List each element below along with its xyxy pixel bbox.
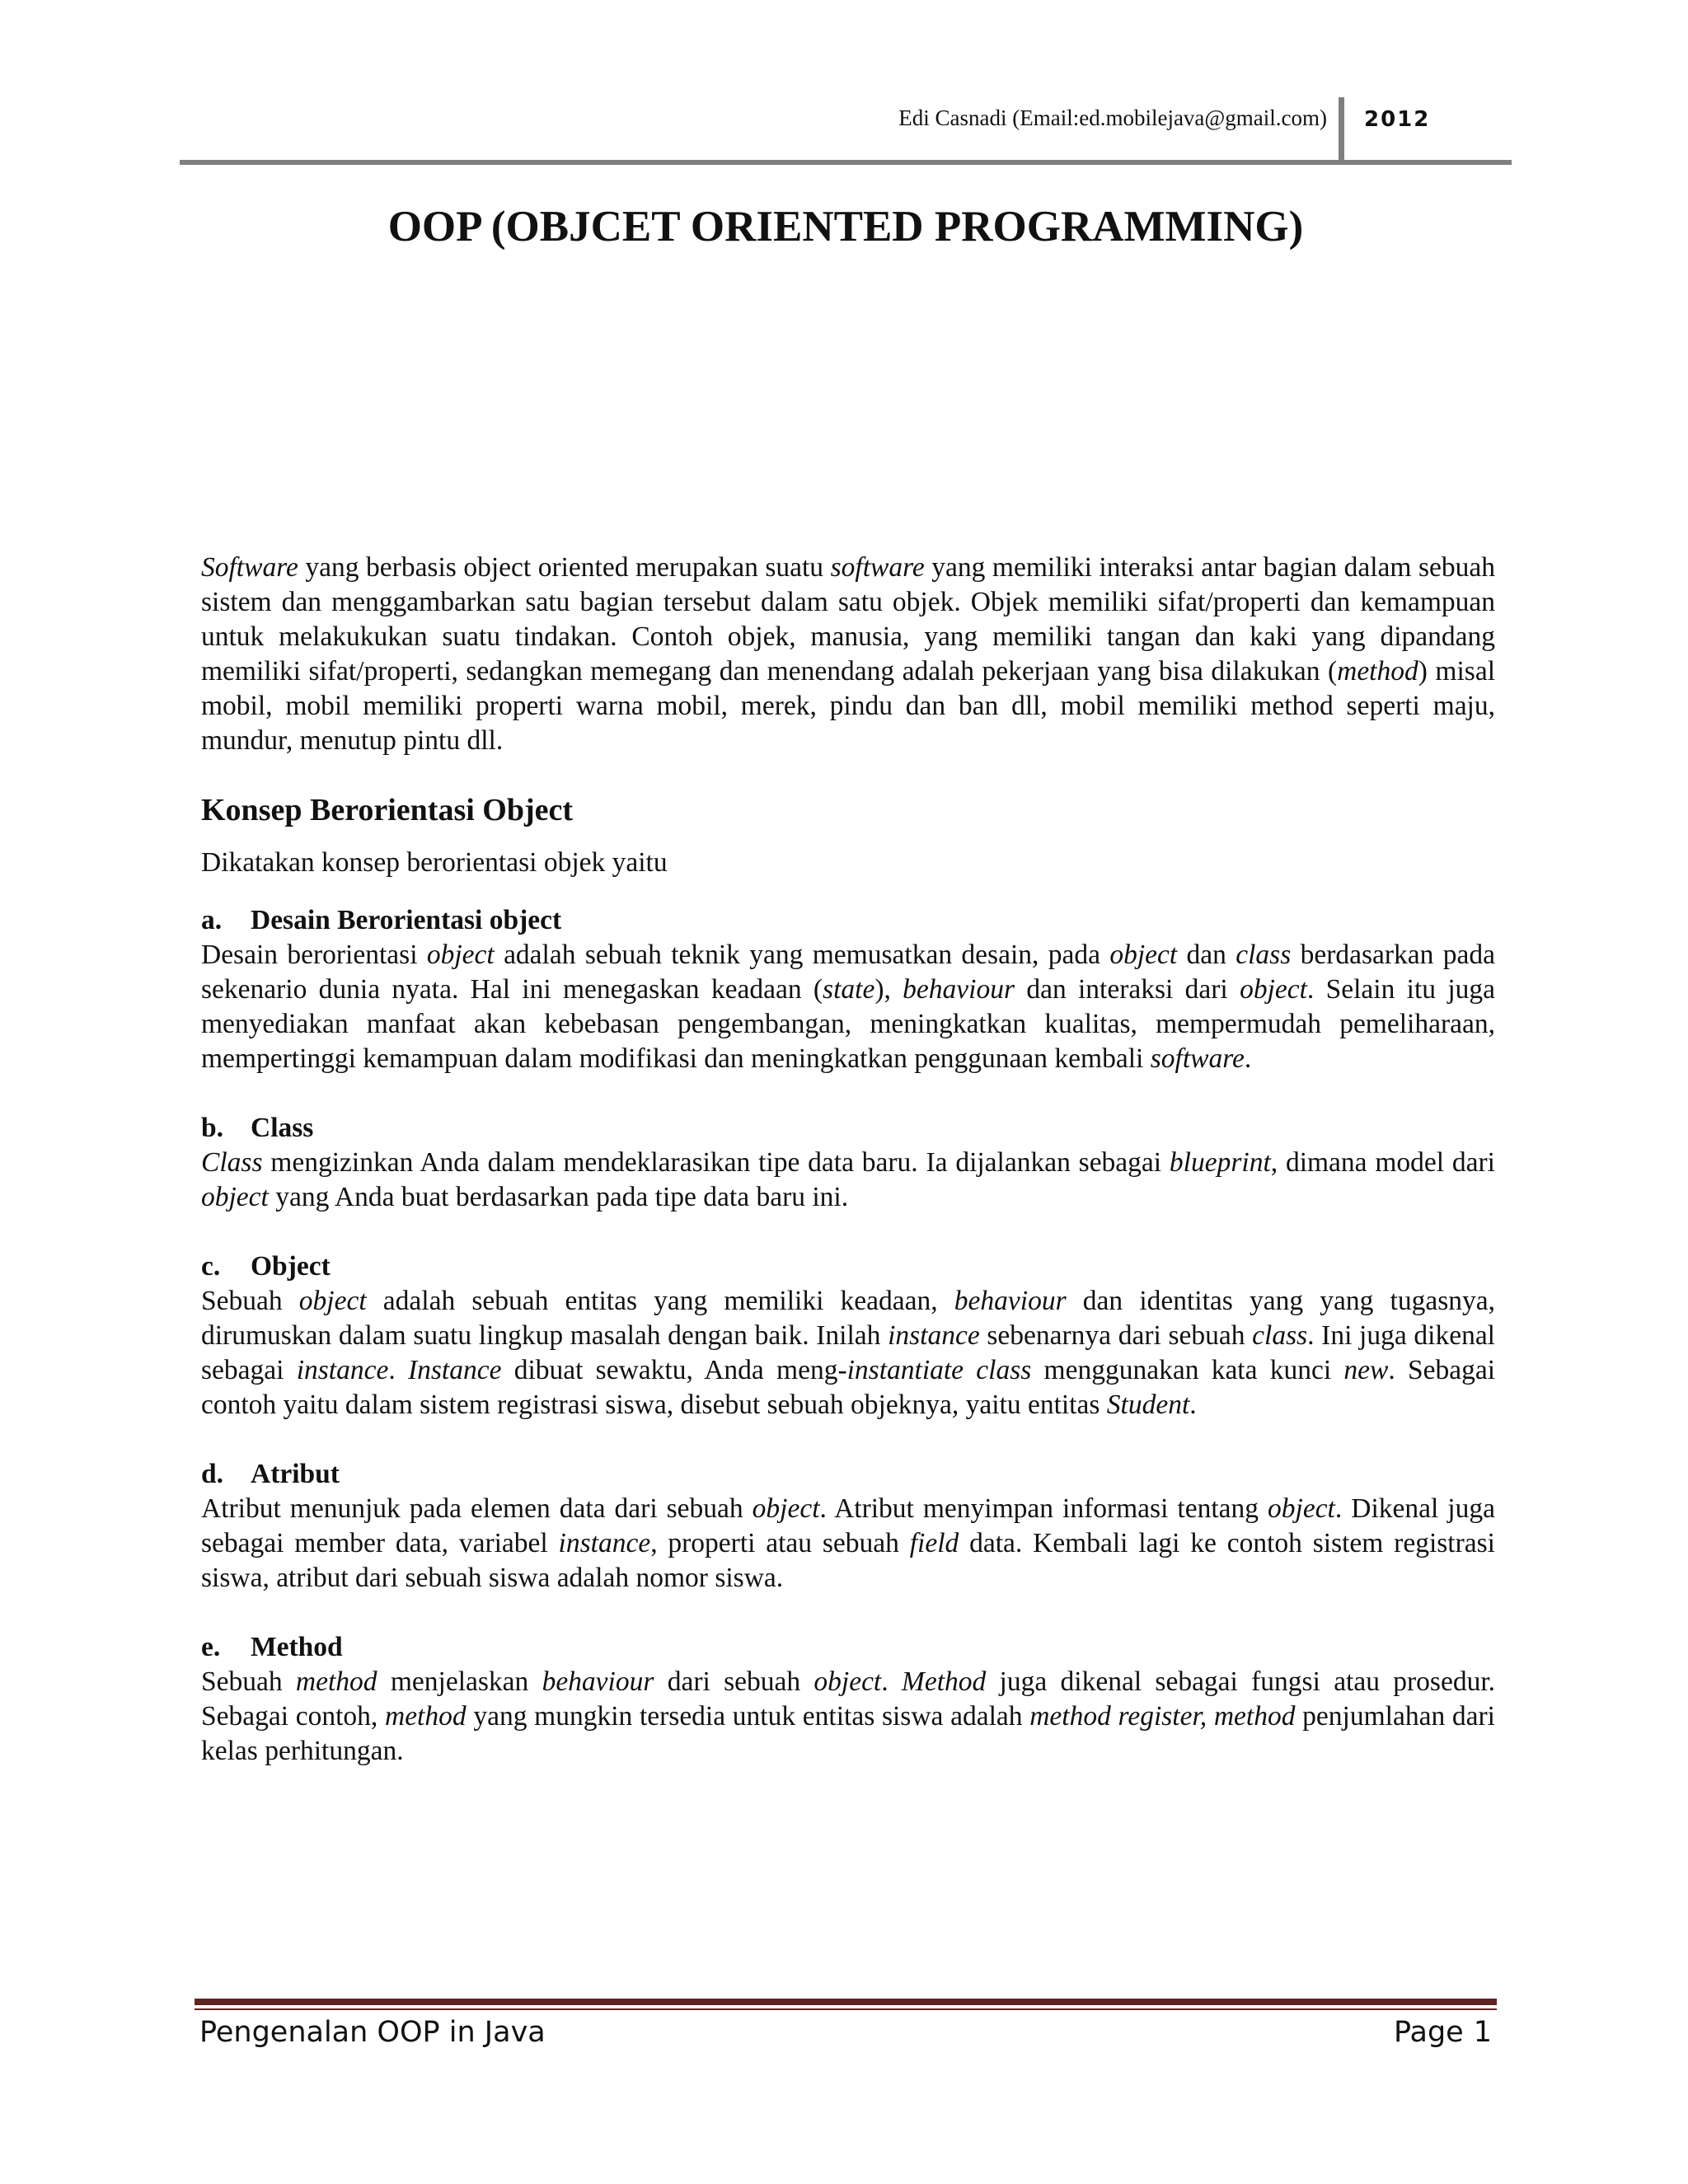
header-rule [180, 160, 1512, 165]
concept-item [201, 1457, 1495, 1596]
text-run: . Selain itu juga menyediakan manfaat akan kebebasan pengembangan, meningkatkan kualitas, mempermudah pemeliharaan, mempertinggi kemampuan dalam modifikasi dan meningkatkan penggunaan kembali [201, 974, 1495, 1074]
text-run: juga dikenal sebagai fungsi atau prosedur. Sebagai contoh, [201, 1666, 1496, 1732]
footer-rule-thin [195, 2008, 1497, 2010]
italic-term: instance [888, 1320, 980, 1351]
text-run: yang memiliki interaksi antar bagian dalam sebuah sistem dan menggambarkan satu bagian tersebut dalam satu objek. Objek memiliki sifat/properti dan kemampuan untuk melakukukan suatu tindakan. Contoh objek, manusia, yang memiliki tangan dan kaki yang dipandang memiliki sifat/properti, sedangkan memegang dan menendang adalah pekerjaan yang bisa dilakukan ( [201, 552, 1495, 687]
concept-title: Object [251, 1251, 331, 1282]
footer-title: Pengenalan OOP in Java [199, 2016, 546, 2049]
text-run: Atribut menunjuk pada elemen data dari sebuah [201, 1493, 753, 1524]
text-run: Desain berorientasi [201, 940, 427, 970]
italic-term: field [909, 1528, 959, 1558]
text-run: yang berbasis object oriented merupakan suatu [298, 552, 831, 583]
page-number [1394, 2016, 1492, 2049]
italic-term: Class [201, 1147, 263, 1178]
text-run: dan interaksi dari [1015, 974, 1240, 1005]
page-label: Page [1393, 2016, 1464, 2049]
concept-letter: a. [201, 905, 223, 935]
text-run: Sebuah [201, 1286, 299, 1316]
italic-term: object [814, 1666, 882, 1697]
italic-term: method [385, 1701, 467, 1732]
text-run: adalah sebuah teknik yang memusatkan desain, pada [494, 940, 1110, 970]
concept-title: Method [251, 1632, 343, 1662]
italic-term: class [1236, 940, 1292, 970]
text-run: , properti atau sebuah [650, 1528, 910, 1558]
concept-title: Atribut [251, 1459, 340, 1489]
concept-title: Class [251, 1113, 314, 1143]
concept-letter: c. [201, 1251, 221, 1282]
concept-item [201, 1111, 1495, 1215]
italic-term: behaviour [903, 974, 1015, 1005]
concept-list [201, 903, 1495, 1769]
italic-term: state [823, 974, 875, 1005]
italic-term: object [201, 1182, 269, 1212]
italic-term: behaviour [542, 1666, 654, 1697]
italic-term: object [1268, 1493, 1335, 1524]
text-run: , dimana model dari [1270, 1147, 1495, 1178]
concept-heading [201, 1630, 1495, 1665]
text-run: . [1244, 1043, 1252, 1074]
section-lead: Dikatakan konsep berorientasi objek yaitu [201, 847, 668, 878]
header-year: 2012 [1364, 107, 1431, 132]
concept-heading [201, 1111, 1495, 1146]
concept-item [201, 1249, 1495, 1422]
italic-term: Method [901, 1666, 987, 1697]
italic-term: method [1337, 656, 1418, 687]
text-run: Sebuah [201, 1666, 296, 1697]
italic-term: Software [201, 552, 298, 583]
concept-letter: b. [201, 1113, 224, 1143]
italic-term: instance [296, 1355, 389, 1385]
italic-term: object [1109, 940, 1178, 970]
footer-rule [195, 1999, 1497, 2005]
text-run: ), [874, 974, 903, 1005]
italic-term: method [295, 1666, 377, 1697]
text-run: yang mungkin tersedia untuk entitas siswa adalah [466, 1701, 1030, 1732]
italic-term: software [830, 552, 925, 583]
concept-item [201, 1630, 1495, 1769]
header-author: Edi Casnadi (Email:ed.mobilejava@gmail.com) [898, 105, 1327, 130]
text-run: . Sebagai contoh yaitu dalam sistem registrasi siswa, disebut sebuah objeknya [201, 1355, 1496, 1420]
section-heading: Konsep Berorientasi Object [201, 793, 574, 827]
italic-term: new [1343, 1355, 1389, 1385]
concept-title: Desain Berorientasi object [251, 905, 562, 935]
concept-body [201, 1284, 1495, 1422]
italic-term: blueprint [1169, 1147, 1271, 1178]
italic-term: object [426, 940, 495, 970]
concept-body [201, 1146, 1495, 1215]
text-run: data. Kembali lagi ke contoh sistem registrasi siswa, atribut dari sebuah siswa adalah nomor siswa. [201, 1528, 1495, 1593]
text-run: yang Anda buat berdasarkan pada tipe data baru ini. [268, 1182, 849, 1212]
text-run: dibuat sewaktu, Anda meng- [501, 1355, 847, 1385]
text-run: menggunakan kata kunci [1031, 1355, 1344, 1385]
italic-term: class [1252, 1320, 1308, 1351]
text-run: . [1189, 1390, 1197, 1420]
page-number-value: 1 [1473, 2016, 1492, 2049]
text-run: yaitu entitas [959, 1390, 1107, 1420]
concept-letter: e. [201, 1632, 221, 1662]
italic-term: instance [558, 1528, 651, 1558]
italic-term: behaviour [954, 1286, 1067, 1316]
concept-heading [201, 1457, 1495, 1492]
italic-term: Student [1106, 1390, 1190, 1420]
text-run: . Ini juga dikenal sebagai [201, 1320, 1495, 1385]
text-run: menjelaskan [377, 1666, 542, 1697]
text-run: dan [1177, 940, 1236, 970]
text-run: . Dikenal juga sebagai member data, variabel [201, 1493, 1495, 1558]
italic-term: object [752, 1493, 820, 1524]
text-run: penjumlahan dari kelas perhitungan. [201, 1701, 1495, 1766]
concept-heading [201, 903, 1495, 938]
header-divider [1339, 97, 1344, 162]
text-run: sebenarnya dari sebuah [979, 1320, 1253, 1351]
text-run: ) misal mobil, mobil memiliki properti warna mobil, merek, pindu dan ban dll, mobil memiliki method seperti maju, mundur, menutup pintu dll. [201, 656, 1495, 756]
italic-term: instantiate class [846, 1355, 1032, 1385]
text-run: mengizinkan Anda dalam mendeklarasikan tipe data baru. Ia dijalankan sebagai [262, 1147, 1170, 1178]
intro-paragraph [201, 551, 1495, 758]
text-run: . Atribut menyimpan informasi tentang [819, 1493, 1268, 1524]
concept-body [201, 1665, 1495, 1769]
italic-term: object [1240, 974, 1307, 1005]
italic-term: , [951, 1390, 959, 1420]
text-run: berdasarkan pada sekenario dunia nyata. Hal ini menegaskan keadaan ( [201, 940, 1496, 1005]
document-body [201, 551, 1495, 1803]
italic-term: Instance [407, 1355, 502, 1385]
document-title: OOP (OBJCET ORIENTED PROGRAMMING) [387, 203, 1304, 251]
concept-letter: d. [201, 1459, 224, 1489]
concept-body [201, 938, 1495, 1076]
italic-term: object [298, 1286, 367, 1316]
italic-term: method register, method [1029, 1701, 1296, 1732]
concept-heading [201, 1249, 1495, 1284]
text-run: . [388, 1355, 408, 1385]
text-run: adalah sebuah entitas yang memiliki keadaan, [366, 1286, 954, 1316]
concept-item [201, 903, 1495, 1076]
italic-term: software [1150, 1043, 1245, 1074]
text-run: . [881, 1666, 902, 1697]
text-run: dan identitas yang yang tugasnya, dirumuskan dalam suatu lingkup masalah dengan baik. Inilah [201, 1286, 1495, 1351]
text-run: dari sebuah [654, 1666, 814, 1697]
concept-body [201, 1492, 1495, 1596]
